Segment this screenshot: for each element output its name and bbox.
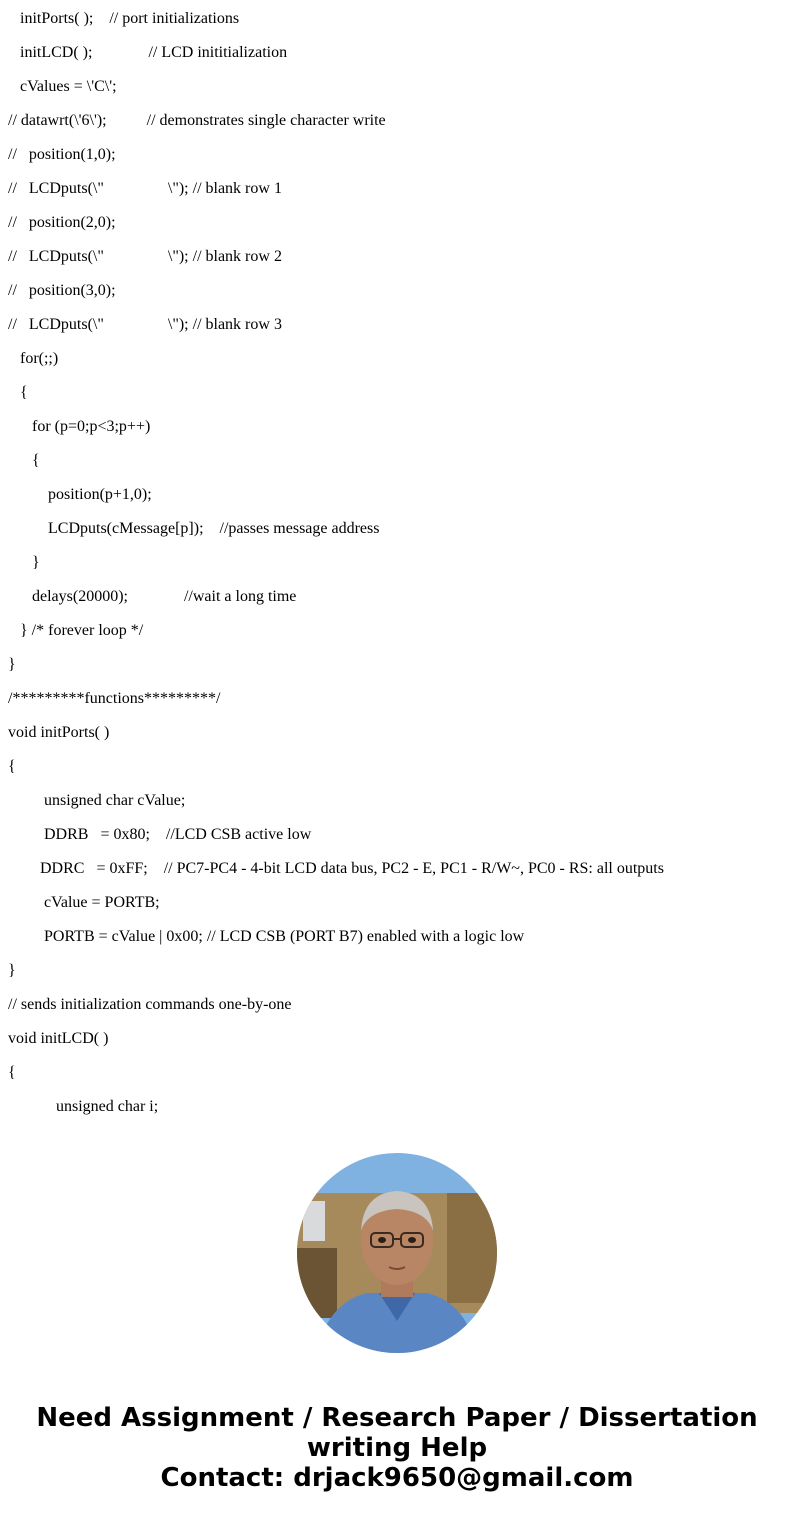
code-line: // sends initialization commands one-by-one	[8, 996, 292, 1013]
author-avatar	[297, 1153, 497, 1353]
code-line: }	[8, 656, 16, 673]
code-line: // position(1,0);	[8, 146, 116, 163]
code-line: for (p=0;p<3;p++)	[32, 418, 151, 435]
code-line: void initPorts( )	[8, 724, 110, 741]
code-line: PORTB = cValue | 0x00; // LCD CSB (PORT B7) enabled with a logic low	[44, 928, 525, 945]
code-line: // position(2,0);	[8, 214, 116, 231]
code-line: // LCDputs(\" \"); // blank row 1	[8, 180, 282, 197]
code-line: {	[8, 1064, 16, 1081]
promo-banner	[0, 1403, 794, 1493]
code-line: DDRB = 0x80; //LCD CSB active low	[44, 826, 312, 843]
portrait-image	[297, 1153, 497, 1353]
code-line: delays(20000); //wait a long time	[32, 588, 297, 605]
code-line: unsigned char i;	[56, 1098, 159, 1115]
code-line: cValues = \'C\';	[20, 78, 117, 95]
code-line: {	[32, 452, 40, 469]
code-line: /*********functions*********/	[8, 690, 221, 707]
code-line: {	[20, 384, 28, 401]
code-line: // datawrt(\'6\'); // demonstrates single character write	[8, 112, 386, 129]
code-line: for(;;)	[20, 350, 59, 367]
code-line: position(p+1,0);	[48, 486, 152, 503]
code-line: // LCDputs(\" \"); // blank row 2	[8, 248, 282, 265]
code-line: // position(3,0);	[8, 282, 116, 299]
code-line: DDRC = 0xFF; // PC7-PC4 - 4-bit LCD data bus, PC2 - E, PC1 - R/W~, PC0 - RS: all outputs	[40, 860, 664, 877]
contact-email: Contact: drjack9650@gmail.com	[160, 1463, 634, 1493]
code-line: void initLCD( )	[8, 1030, 109, 1047]
code-line: // LCDputs(\" \"); // blank row 3	[8, 316, 282, 333]
code-line: LCDputs(cMessage[p]); //passes message address	[48, 520, 380, 537]
code-line: initLCD( ); // LCD inititialization	[20, 44, 288, 61]
code-line: }	[8, 962, 16, 979]
code-line: initPorts( ); // port initializations	[20, 10, 240, 27]
promo-line-1: Need Assignment / Research Paper / Dissertation	[36, 1403, 758, 1433]
code-listing	[8, 9, 788, 1131]
code-line: } /* forever loop */	[20, 622, 144, 639]
code-line: }	[32, 554, 40, 571]
promo-line-2: writing Help	[306, 1433, 488, 1463]
code-line: cValue = PORTB;	[44, 894, 160, 911]
code-line: unsigned char cValue;	[44, 792, 186, 809]
code-line: {	[8, 758, 16, 775]
